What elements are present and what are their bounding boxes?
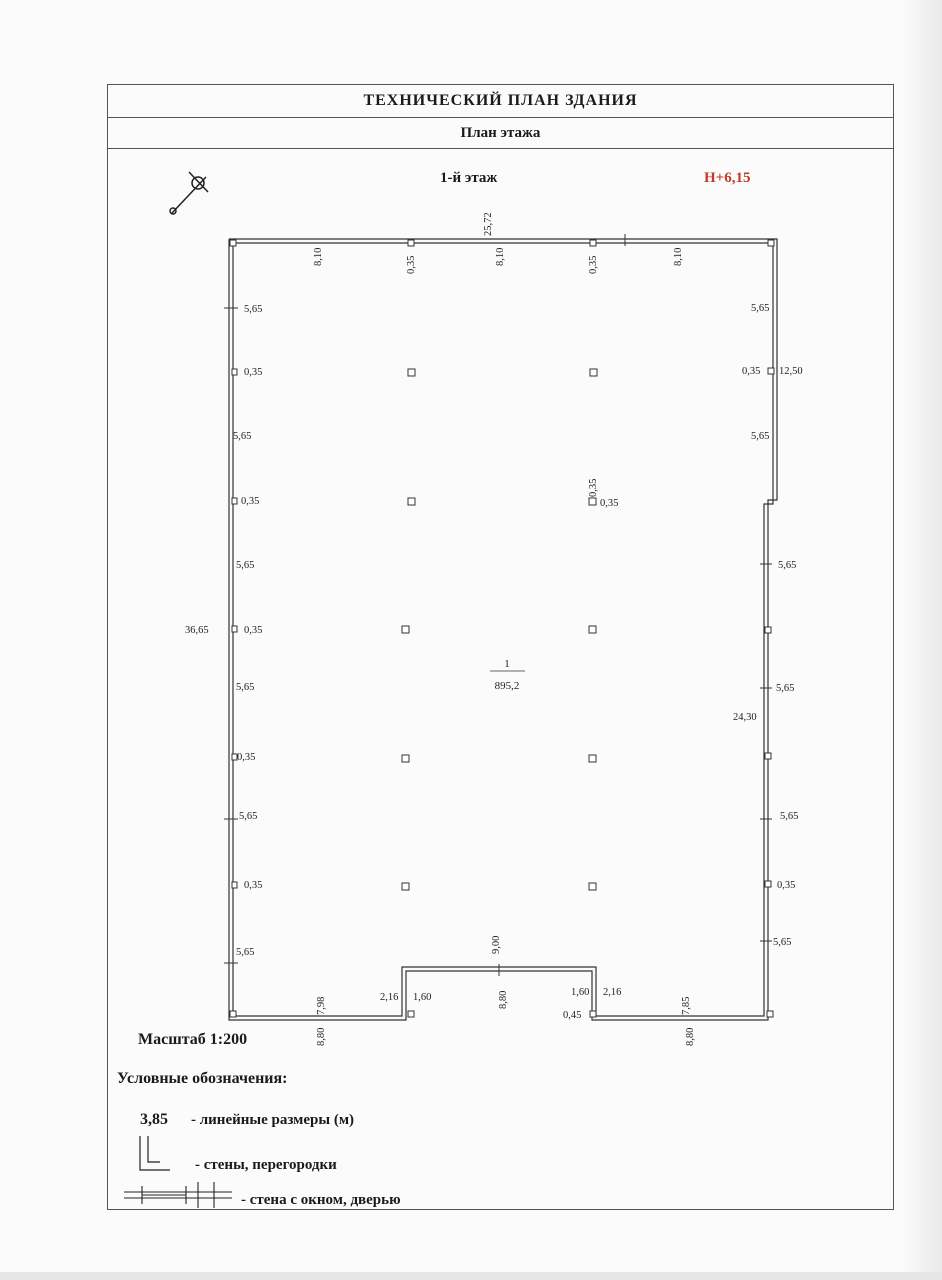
dim-left-seg: 0,35 <box>244 367 263 378</box>
dim-top-seg: 8,10 <box>673 247 684 266</box>
dim-bottom-left-width: 8,80 <box>316 1027 327 1046</box>
dim-top-seg: 0,35 <box>406 255 417 274</box>
dim-corner: 0,45 <box>563 1010 582 1021</box>
column <box>408 498 415 505</box>
dim-right-upper-total: 12,50 <box>779 366 803 377</box>
column <box>589 755 596 762</box>
interior-columns <box>402 369 597 890</box>
dim-right-lower-total: 24,30 <box>733 712 757 723</box>
dim-left-seg: 0,35 <box>244 625 263 636</box>
document-title: ТЕХНИЧЕСКИЙ ПЛАН ЗДАНИЯ <box>107 85 894 118</box>
legend-title: Условные обозначения: <box>117 1070 288 1087</box>
room-number: 1 <box>504 658 510 670</box>
building-walls <box>229 239 777 1020</box>
dim-right-seg: 5,65 <box>773 937 792 948</box>
dim-left-seg: 0,35 <box>237 752 256 763</box>
column <box>402 626 409 633</box>
dim-top-seg: 8,10 <box>313 247 324 266</box>
dim-right-seg: 5,65 <box>780 811 799 822</box>
dim-top-seg: 8,10 <box>495 247 506 266</box>
level-label: Н+6,15 <box>704 170 751 186</box>
dim-left-seg: 5,65 <box>236 682 255 693</box>
dim-left-seg: 5,65 <box>239 811 258 822</box>
dim-column-size: 0,35 <box>588 478 599 497</box>
dim-bottom-right-inner: 7,85 <box>681 996 692 1015</box>
wall-symbol-icon <box>140 1136 170 1170</box>
column <box>589 498 596 505</box>
dim-right-seg: 0,35 <box>777 880 796 891</box>
dim-right-seg: 5,65 <box>776 683 795 694</box>
dim-notch-right-b: 2,16 <box>603 987 622 998</box>
dim-column-size-b: 0,35 <box>600 498 619 509</box>
column <box>408 369 415 376</box>
dim-left-total: 36,65 <box>185 625 209 636</box>
column <box>402 755 409 762</box>
dim-bottom-left-inner: 7,98 <box>316 996 327 1015</box>
floor-label: 1-й этаж <box>440 170 498 186</box>
dim-top-seg: 0,35 <box>588 255 599 274</box>
dim-right-seg: 5,65 <box>778 560 797 571</box>
dim-left-seg: 0,35 <box>244 880 263 891</box>
document-subtitle: План этажа <box>107 118 894 149</box>
window-wall-symbol-icon <box>124 1182 232 1208</box>
legend-sample-value: 3,85 <box>140 1111 168 1128</box>
column <box>589 626 596 633</box>
dim-left-seg: 5,65 <box>233 431 252 442</box>
dim-notch-left-a: 2,16 <box>380 992 399 1003</box>
dim-left-seg: 0,35 <box>241 496 260 507</box>
dim-right-seg: 5,65 <box>751 431 770 442</box>
column <box>402 883 409 890</box>
dim-right-seg: 0,35 <box>742 366 761 377</box>
dim-right-seg: 5,65 <box>751 303 770 314</box>
compass-arrow-icon <box>170 172 208 214</box>
legend-linear: - линейные размеры (м) <box>191 1112 355 1128</box>
scale-label: Масштаб 1:200 <box>138 1031 248 1048</box>
room-area: 895,2 <box>494 680 520 692</box>
dim-notch-width: 8,80 <box>498 990 509 1009</box>
dim-left-seg: 5,65 <box>244 304 263 315</box>
legend-walls: - стены, перегородки <box>195 1157 337 1173</box>
column <box>590 369 597 376</box>
dimension-labels <box>185 212 803 1046</box>
dimension-ticks <box>224 234 772 976</box>
dim-left-seg: 5,65 <box>236 947 255 958</box>
wall-pilasters <box>230 240 774 1017</box>
column <box>589 883 596 890</box>
dim-notch-right-a: 1,60 <box>571 987 590 998</box>
dim-top-total: 25,72 <box>483 212 494 236</box>
dim-notch-left-b: 1,60 <box>413 992 432 1003</box>
room-label <box>490 658 525 692</box>
dim-notch-depth: 9,00 <box>491 935 502 954</box>
dim-left-seg: 5,65 <box>236 560 255 571</box>
dim-bottom-right-width: 8,80 <box>685 1027 696 1046</box>
legend-window-wall: - стена с окном, дверью <box>241 1192 401 1208</box>
